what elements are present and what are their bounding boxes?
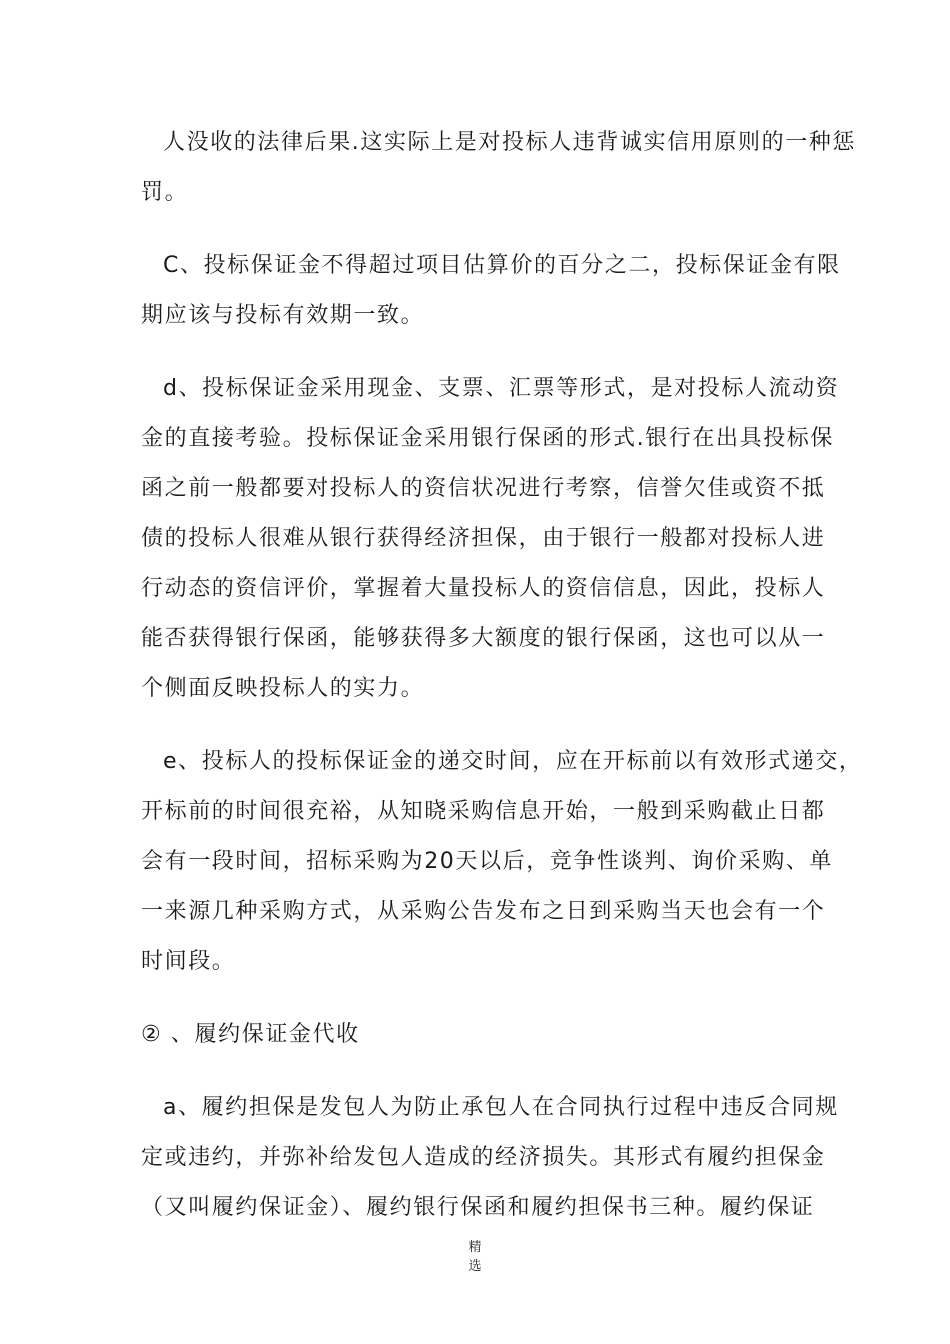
paragraph [141, 241, 841, 341]
text-line: 函之前一般都要对投标人的资信状况进行考察，信誉欠佳或资不抵 [141, 476, 826, 501]
text-line: a、履约担保是发包人为防止承包人在合同执行过程中违反合同规 [163, 1095, 839, 1120]
text-line: 一来源几种采购方式，从采购公告发布之日到采购当天也会有一个 [141, 899, 826, 924]
text-line: d、投标保证金采用现金、支票、汇票等形式，是对投标人流动资 [163, 376, 840, 401]
text-line: 罚。 [141, 180, 189, 205]
text-line: ② 、履约保证金代收 [141, 1022, 360, 1047]
section-heading [141, 1010, 813, 1060]
document-body [141, 118, 863, 1256]
text-line: 人没收的法律后果.这实际上是对投标人违背诚实信用原则的一种惩 [163, 130, 856, 155]
text-line: C、投标保证金不得超过项目估算价的百分之二，投标保证金有限 [163, 253, 841, 278]
text-line: e、投标人的投标保证金的递交时间，应在开标前以有效形式递交， [163, 749, 863, 774]
paragraph [141, 364, 840, 714]
text-line: 开标前的时间很充裕，从知晓采购信息开始，一般到采购截止日都 [141, 799, 826, 824]
footer-line-2: 选 [468, 1259, 482, 1274]
text-line: 时间段。 [141, 949, 236, 974]
text-line: 行动态的资信评价，掌握着大量投标人的资信信息，因此，投标人 [141, 576, 826, 601]
text-line: 金的直接考验。投标保证金采用银行保函的形式.银行在出具投标保 [141, 426, 834, 451]
text-line: 能否获得银行保函，能够获得多大额度的银行保函，这也可以从一 [141, 626, 826, 651]
paragraph [141, 118, 856, 218]
text-line: 期应该与投标有效期一致。 [141, 303, 425, 328]
text-line: 定或违约，并弥补给发包人造成的经济损失。其形式有履约担保金 [141, 1145, 826, 1170]
footer-line-1: 精 [468, 1240, 482, 1255]
page-footer [0, 1238, 950, 1276]
text-line: 个侧面反映投标人的实力。 [141, 676, 425, 701]
text-line: （又叫履约保证金）、履约银行保函和履约担保书三种。履约保证 [141, 1195, 815, 1220]
paragraph [141, 737, 863, 987]
text-line: 会有一段时间，招标采购为20天以后，竞争性谈判、询价采购、单 [141, 849, 833, 874]
text-line: 债的投标人很难从银行获得经济担保，由于银行一般都对投标人进 [141, 526, 826, 551]
paragraph [141, 1083, 839, 1233]
